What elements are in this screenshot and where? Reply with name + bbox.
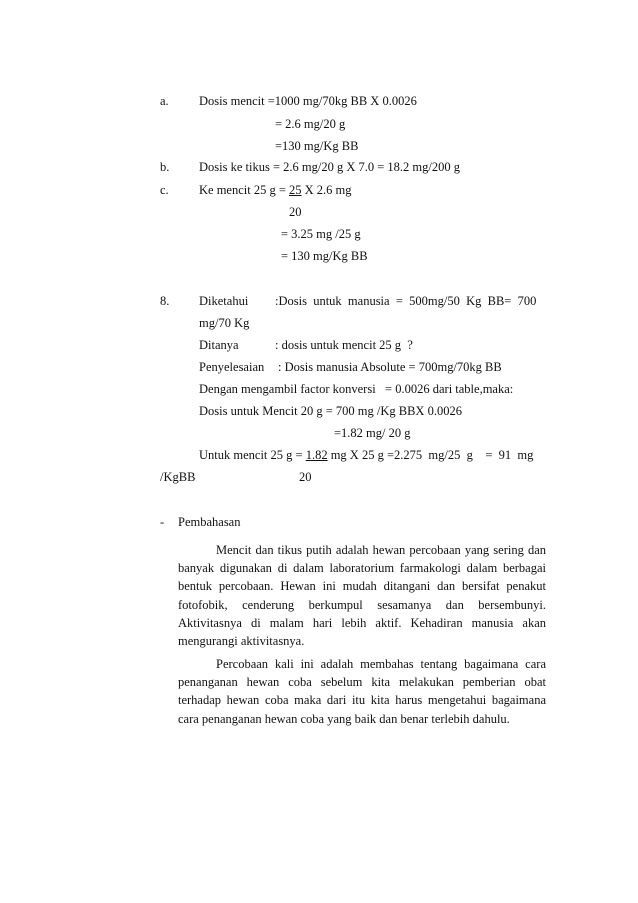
- dose-20g-line: Dosis untuk Mencit 20 g = 700 mg /Kg BBX 0.0026: [199, 404, 462, 418]
- mouse-25g-numerator: 25: [289, 183, 302, 197]
- diketahui-continuation: mg/70 Kg: [199, 316, 250, 330]
- diketahui-label: Diketahui: [199, 294, 249, 308]
- section-heading: Pembahasan: [178, 515, 241, 529]
- dose-25g-denominator: 20: [299, 470, 312, 484]
- item-marker-8: 8.: [160, 294, 170, 308]
- mouse-25g-result-2: = 130 mg/Kg BB: [281, 249, 368, 263]
- paragraph-2: Percobaan kali ini adalah membahas tentang bagaimana cara penanganan hewan coba sebelum kita melakukan pemberian obat terhadap hewan coba maka dari itu kita harus mengetahui bagaimana cara penanganan hewan coba yang baik dan benar terlebih dahulu.: [178, 657, 546, 726]
- section-bullet: -: [160, 515, 165, 529]
- mouse-25g-result-1: = 3.25 mg /25 g: [281, 227, 361, 241]
- penyelesaian-label: Penyelesaian: [199, 360, 265, 374]
- mouse-25g-suffix: X 2.6 mg: [301, 183, 352, 197]
- dose-25g-prefix: Untuk mencit 25 g =: [199, 448, 306, 462]
- mouse-25g-line: [199, 182, 352, 198]
- mouse-25g-denominator: 20: [289, 205, 302, 219]
- dose-25g-unit: /KgBB: [160, 470, 196, 484]
- dose-mouse-result-1: = 2.6 mg/20 g: [275, 117, 346, 131]
- item-marker-a: a.: [160, 94, 169, 108]
- penyelesaian-value: : Dosis manusia Absolute = 700mg/70kg BB: [278, 360, 502, 374]
- ditanya-value: : dosis untuk mencit 25 g ?: [275, 338, 413, 352]
- item-marker-c: c.: [160, 183, 169, 197]
- conversion-factor-line: Dengan mengambil factor konversi = 0.0026 dari table,maka:: [199, 382, 514, 396]
- paragraph-1: Mencit dan tikus putih adalah hewan percobaan yang sering dan banyak digunakan di dalam laboratorium farmakologi dalam berbagai bentuk percobaan. Hewan ini mudah ditangani dan bersifat penakut fotofobik, cenderung berkumpul sesamanya dan bersembunyi. Aktivitasnya di malam hari lebih aktif. Kehadiran manusia akan mengurangi aktivitasnya.: [178, 543, 546, 649]
- dose-rat-line: Dosis ke tikus = 2.6 mg/20 g X 7.0 = 18.2 mg/200 g: [199, 160, 460, 174]
- diketahui-value: :Dosis untuk manusia = 500mg/50 Kg BB= 700: [275, 294, 537, 308]
- dose-25g-line: [199, 447, 533, 463]
- dose-mouse-result-2: =130 mg/Kg BB: [275, 139, 359, 153]
- dose-25g-suffix: mg X 25 g =2.275 mg/25 g = 91 mg: [327, 448, 534, 462]
- ditanya-label: Ditanya: [199, 338, 239, 352]
- item-marker-b: b.: [160, 160, 170, 174]
- dose-mouse-line: Dosis mencit =1000 mg/70kg BB X 0.0026: [199, 94, 417, 108]
- dose-25g-numerator: 1.82: [305, 448, 328, 462]
- mouse-25g-prefix: Ke mencit 25 g =: [199, 183, 290, 197]
- dose-20g-result: =1.82 mg/ 20 g: [334, 426, 411, 440]
